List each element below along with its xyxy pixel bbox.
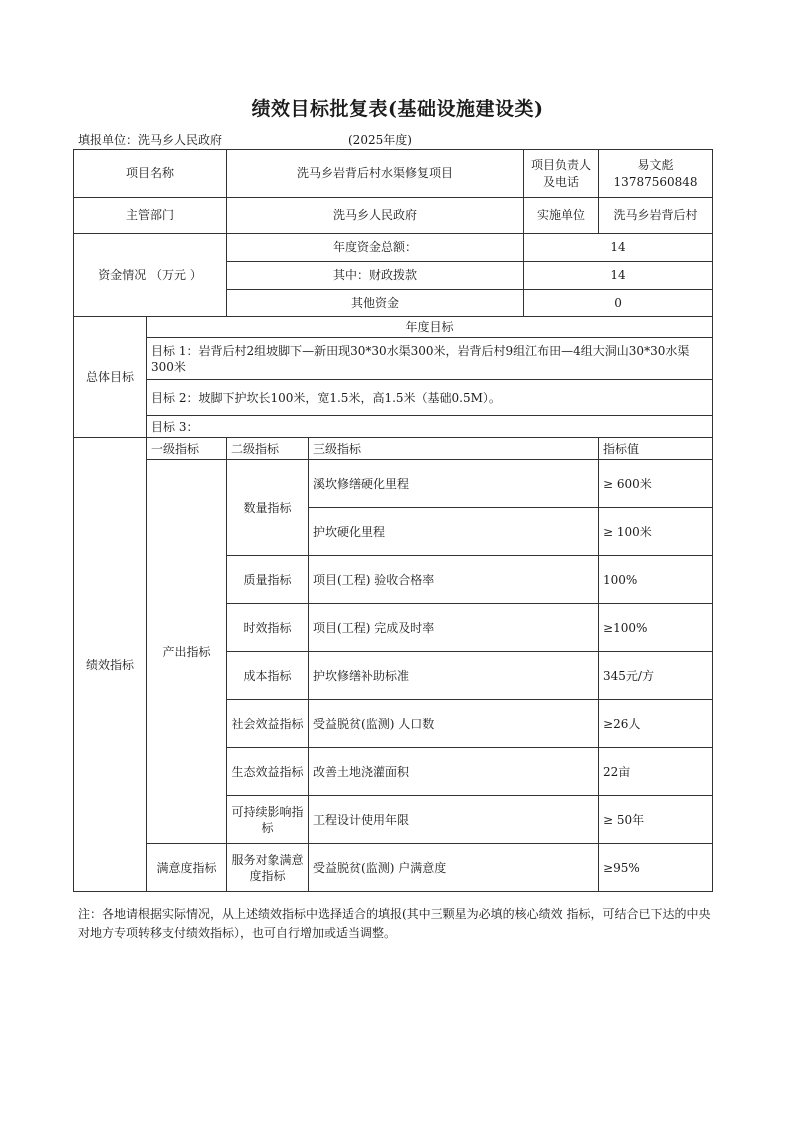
indicator-l2: 生态效益指标 — [227, 748, 309, 796]
output-indicator-label: 产出指标 — [147, 460, 227, 844]
funds-label: 资金情况 （万元 ） — [74, 234, 227, 317]
dept-label: 主管部门 — [74, 198, 227, 234]
project-name-label: 项目名称 — [74, 150, 227, 198]
report-year: (2025年度) — [348, 133, 412, 147]
satisfaction-l3: 受益脱贫(监测) 户满意度 — [309, 844, 599, 892]
indicator-l3: 受益脱贫(监测) 人口数 — [309, 700, 599, 748]
reporting-unit: 填报单位：洗马乡人民政府 — [78, 133, 223, 147]
indicator-l3: 工程设计使用年限 — [309, 796, 599, 844]
indicator-value: 22亩 — [599, 748, 713, 796]
indicator-value: 100% — [599, 556, 713, 604]
indicator-l3: 改善土地浇灌面积 — [309, 748, 599, 796]
indicator-l2: 可持续影响指标 — [227, 796, 309, 844]
indicator-value: ≥ 50年 — [599, 796, 713, 844]
form-title: 绩效目标批复表(基础设施建设类) — [251, 98, 544, 120]
dept-value: 洗马乡人民政府 — [227, 198, 524, 234]
impl-unit-label: 实施单位 — [524, 198, 599, 234]
indicator-l3: 护坎修缮补助标准 — [309, 652, 599, 700]
funds-total-value: 14 — [524, 234, 713, 262]
overall-goals-label: 总体目标 — [74, 317, 147, 438]
indicator-value: ≥ 600米 — [599, 460, 713, 508]
indicator-l2: 成本指标 — [227, 652, 309, 700]
impl-unit-value: 洗马乡岩背后村 — [599, 198, 713, 234]
header-level2: 二级指标 — [227, 438, 309, 460]
indicator-value: 345元/方 — [599, 652, 713, 700]
footnote: 注：各地请根据实际情况，从上述绩效指标中选择适合的填报(其中三颗星为必填的核心绩效 指标，可结合已下达的中央对地方专项转移支付绩效指标），也可自行增加或适当调整。 — [78, 907, 711, 941]
funds-other-value: 0 — [524, 290, 713, 317]
indicator-l3: 溪坎修缮硬化里程 — [309, 460, 599, 508]
project-leader-label: 项目负责人及电话 — [524, 150, 599, 198]
satisfaction-l2: 服务对象满意度指标 — [227, 844, 309, 892]
indicator-l2: 质量指标 — [227, 556, 309, 604]
indicator-l3: 护坎硬化里程 — [309, 508, 599, 556]
annual-goals-header: 年度目标 — [147, 317, 713, 338]
indicator-value: ≥26人 — [599, 700, 713, 748]
header-level3: 三级指标 — [309, 438, 599, 460]
indicator-value: ≥ 100米 — [599, 508, 713, 556]
funds-total-label: 年度资金总额： — [227, 234, 524, 262]
indicator-l3: 项目(工程) 完成及时率 — [309, 604, 599, 652]
indicator-value: ≥100% — [599, 604, 713, 652]
header-level1: 一级指标 — [147, 438, 227, 460]
quantity-indicator-label: 数量指标 — [227, 460, 309, 556]
goal-item-2: 目标 2：坡脚下护坎长100米，宽1.5米，高1.5米（基础0.5M）。 — [147, 380, 713, 416]
header-value: 指标值 — [599, 438, 713, 460]
funds-other-label: 其他资金 — [227, 290, 524, 317]
performance-label: 绩效指标 — [74, 438, 147, 892]
project-name-value: 洗马乡岩背后村水渠修复项目 — [227, 150, 524, 198]
goal-item-3: 目标 3： — [147, 416, 713, 438]
indicator-l2: 社会效益指标 — [227, 700, 309, 748]
funds-fiscal-value: 14 — [524, 262, 713, 290]
satisfaction-value: ≥95% — [599, 844, 713, 892]
indicator-l3: 项目(工程) 验收合格率 — [309, 556, 599, 604]
satisfaction-l1: 满意度指标 — [147, 844, 227, 892]
funds-fiscal-label: 其中：财政拨款 — [227, 262, 524, 290]
performance-target-table — [73, 149, 713, 892]
indicator-l2: 时效指标 — [227, 604, 309, 652]
goal-item-1: 目标 1：岩背后村2组坡脚下—新田现30*30水渠300米，岩背后村9组江布田—4组大洞山30*30水渠300米 — [147, 338, 713, 380]
project-leader-value: 易文彪13787560848 — [599, 150, 713, 198]
